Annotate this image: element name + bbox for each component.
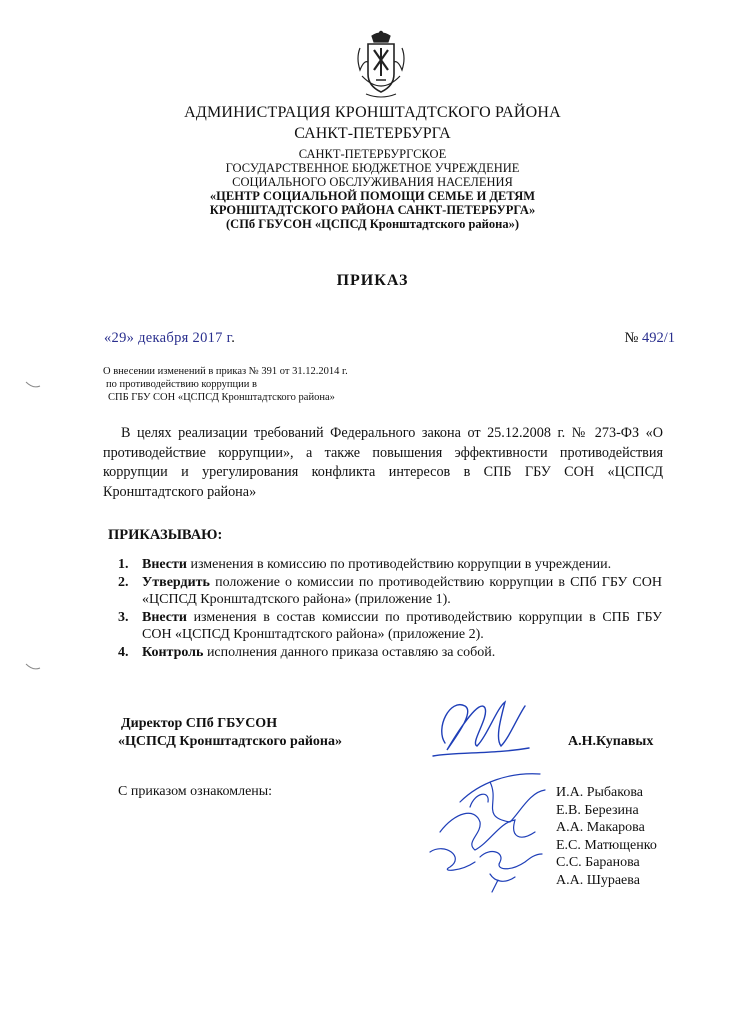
item-number: 4. [118,644,129,660]
item-text: исполнения данного приказа оставляю за собой. [203,644,496,660]
preamble-paragraph: В целях реализации требований Федерального закона от 25.12.2008 г. № 273-ФЗ «О противодействие коррупции», а также повышения эффективности противодействия коррупции и урегулирования конфликта интересов в СПБ ГБУ СОН «ЦСПСД Кронштадтского района» [103,425,663,500]
administration-name: АДМИНИСТРАЦИЯ КРОНШТАДТСКОГО РАЙОНА [184,104,561,121]
list-item: И.А. Рыбакова [556,785,643,800]
subject-line-1: О внесении изменений в приказ № 391 от 31.12.2014 г. [103,366,348,377]
director-title: Директор СПб ГБУСОН [121,716,278,731]
item-verb: Утвердить [142,574,210,590]
list-item: Е.С. Матющенко [556,837,657,853]
org-line-4: «ЦЕНТР СОЦИАЛЬНОЙ ПОМОЩИ СЕМЬЕ И ДЕТЯМ [209,189,536,203]
list-item [118,644,662,662]
scan-mark [24,380,42,390]
director-organization: «ЦСПСД Кронштадтского района» [118,734,342,749]
order-items-list [118,556,662,661]
date-value: «29» декабря 2017 г [104,330,232,346]
acquaintance-signatures [420,762,555,897]
list-item [118,574,662,609]
subject-line-2: по противодействию коррупции в [106,379,257,390]
subject-line-3: СПБ ГБУ СОН «ЦСПСД Кронштадтского района» [108,392,335,403]
list-item: Е.В. Березина [556,802,639,818]
org-short-name: (СПб ГБУСОН «ЦСПСД Кронштадтского района») [226,217,519,231]
document-number [625,330,676,347]
acquainted-names-list [556,784,657,889]
list-item: С.С. Баранова [556,855,640,870]
item-verb: Контроль [142,644,204,660]
org-line-5: КРОНШТАДТСКОГО РАЙОНА САНКТ-ПЕТЕРБУРГА» [209,203,536,217]
org-line-2: ГОСУДАРСТВЕННОЕ БЮДЖЕТНОЕ УЧРЕЖДЕНИЕ [225,161,520,175]
item-number: 2. [118,574,129,590]
item-text: изменения в состав комиссии по противодействию коррупции в СПБ ГБУ СОН «ЦСПСД Кронштадтского района» (приложение 2). [142,609,662,642]
director-signature [425,688,535,768]
city-name: САНКТ-ПЕТЕРБУРГА [294,125,451,142]
list-item: А.А. Макарова [556,820,645,835]
list-item: А.А. Шураева [556,872,640,888]
item-number: 1. [118,557,129,572]
director-name: А.Н.Купавых [568,734,654,749]
list-item [118,609,662,644]
number-value: 492/1 [641,330,675,346]
item-number: 3. [118,609,129,625]
item-verb: Внести [142,609,187,625]
list-item [118,556,662,574]
item-verb: Внести [142,557,187,572]
acquainted-label: С приказом ознакомлены: [118,784,273,799]
item-text: изменения в комиссию по противодействию коррупции в учреждении. [186,557,612,572]
document-title: ПРИКАЗ [336,272,409,289]
document-date [104,330,235,347]
order-heading: ПРИКАЗЫВАЮ: [108,527,223,543]
scan-mark [24,662,42,672]
coat-of-arms-icon [352,30,410,100]
org-line-1: САНКТ-ПЕТЕРБУРГСКОЕ [298,147,447,161]
number-label: № [624,330,639,346]
date-dot: . [231,330,236,346]
item-text: положение о комиссии по противодействию коррупции в СПб ГБУ СОН «ЦСПСД Кронштадтского района» (приложение 1). [142,574,662,607]
org-line-3: СОЦИАЛЬНОГО ОБСЛУЖИВАНИЯ НАСЕЛЕНИЯ [232,175,513,189]
